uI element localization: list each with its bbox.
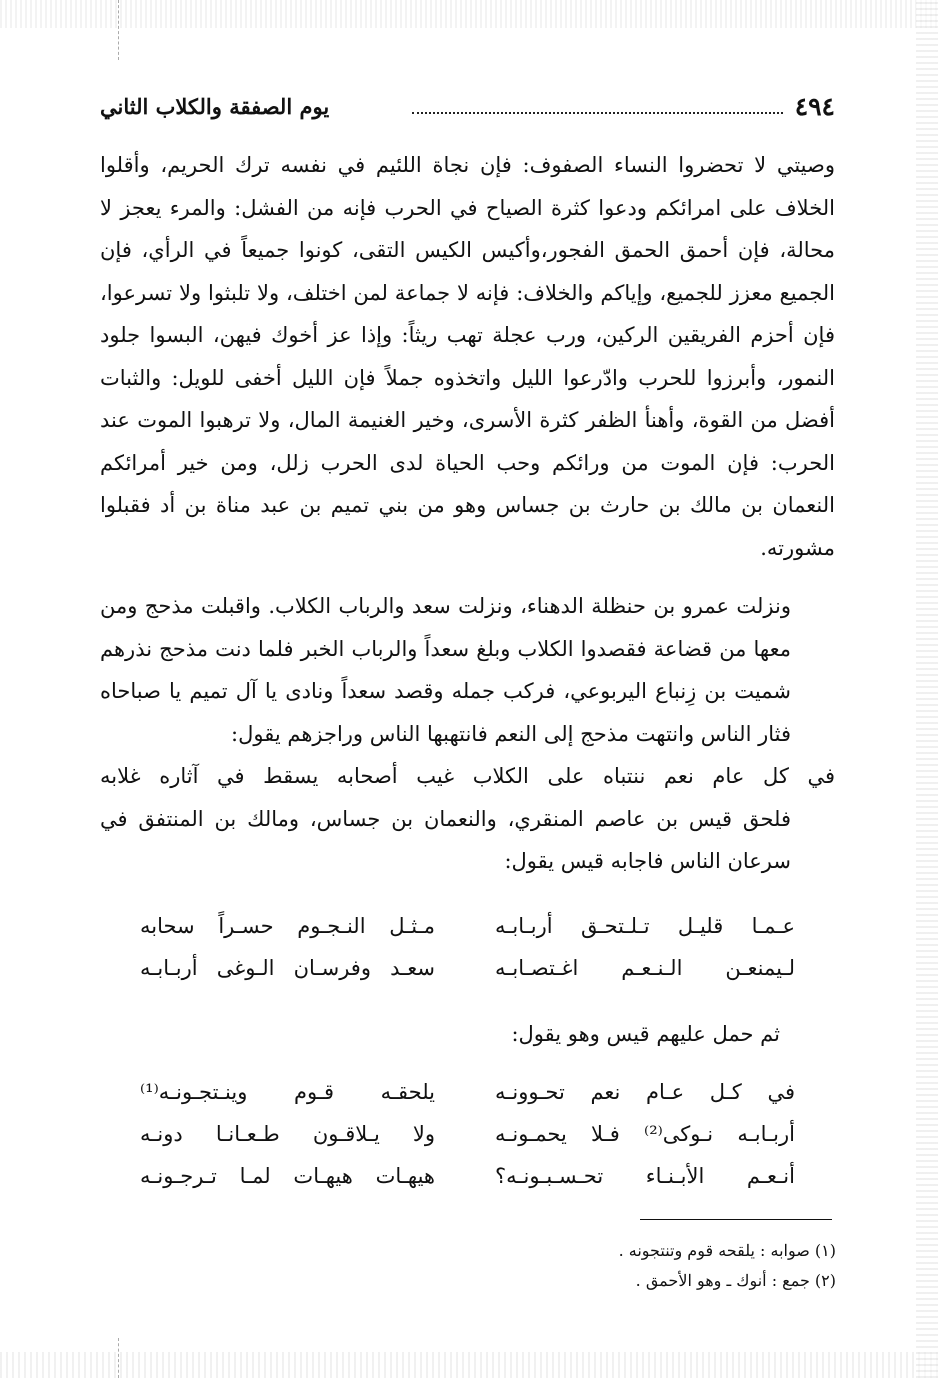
page-number: ٤٩٤ — [794, 92, 835, 121]
scan-edge-right — [916, 0, 938, 1378]
hemistich-right: أربـابـه نـوكى⁽²⁾ فـلا يحمـونـه — [495, 1122, 795, 1146]
hemistich-left: هيهـات هيهـات لمـا تـرجـونـه — [140, 1164, 435, 1188]
footnotes — [300, 1236, 836, 1296]
gutter-mark — [118, 0, 120, 60]
scan-edge-top — [0, 0, 938, 28]
poem-1-verse-2 — [140, 956, 795, 998]
gutter-mark-bottom — [118, 1338, 120, 1378]
poem-intro: ثم حمل عليهم قيس وهو يقول: — [511, 1022, 780, 1046]
hemistich-right: عـمـا قليـل تـلـتحـق أربـابـه — [495, 914, 795, 938]
footnote-2: (٢) جمع : أنوك ـ وهو الأحمق . — [635, 1271, 836, 1290]
main-text — [100, 144, 835, 883]
chapter-title: يوم الصفقة والكلاب الثاني — [100, 94, 330, 119]
hemistich-right: في كـل عـام نعم تحـوونـه — [495, 1080, 795, 1104]
poem-2-verse-2 — [140, 1122, 795, 1164]
hemistich-left: يلحقـه قـوم وينـتجـونـه⁽¹⁾ — [140, 1080, 435, 1104]
footnote-rule — [640, 1219, 832, 1220]
hemistich-right: أنـعـم الأبـنـاء تحـسـبـونـه؟ — [495, 1164, 795, 1188]
poem-1-verse-1 — [140, 914, 795, 956]
hemistich-left: مـثـل النـجـوم حسـراً سحابه — [140, 914, 435, 938]
hemistich-left: ولا يـلاقـون طـعـانـا دونـه — [140, 1122, 435, 1146]
scan-edge-bottom — [0, 1352, 938, 1378]
paragraph-2: ونزلت عمرو بن حنظلة الدهناء، ونزلت سعد والرباب الكلاب. واقبلت مذحج ومن معها من قضاعة فقصدوا الكلاب وبلغ سعداً والرباب الخبر فلما دنت مذحج نذرهم شميت بن زِنباع اليربوعي، فركب جمله وقصد سعداً ونادى يا آل تميم يا صباحاه فثار الناس وانتهت مذحج إلى النعم فانتهبها الناس وراجزهم يقول: — [100, 594, 791, 746]
footnote-1: (١) صوابه : يلقحه قوم وتنتجونه . — [618, 1241, 836, 1260]
header-dot-leader — [412, 112, 783, 114]
paragraph-3: فلحق قيس بن عاصم المنقري، والنعمان بن جساس، ومالك بن المنتفق في سرعان الناس فاجابه قيس يقول: — [100, 806, 791, 873]
running-header — [100, 92, 835, 128]
rajaz-verse: في كل عام نعم ننتباه على الكلاب غيب أصحابه يسقط في آثاره غلابه — [100, 764, 835, 788]
poem-2-verse-1 — [140, 1080, 795, 1122]
poem-2-verse-3 — [140, 1164, 795, 1206]
paragraph-1: وصيتي لا تحضروا النساء الصفوف: فإن نجاة اللئيم في نفسه ترك الحريم، وأقلوا الخلاف على امرائكم ودعوا كثرة الصياح في الحرب فإنه من الفشل: والمرء يعجز لا محالة، فإن أحمق الحمق الفجور،وأكيس الكيس التقى، كونوا جميعاً في الرأي، فإن الجميع معزز للجميع، وإياكم والخلاف: فإنه لا جماعة لمن اختلف، ولا تلبثوا ولا تسرعوا، فإن أحزم الفريقين الركين، ورب عجلة تهب ريثاً: وإذا عز أخوك فيهن، البسوا جلود النمور، وأبرزوا للحرب وادّرعوا الليل واتخذوه جملاً فإن الليل أخفى للويل: والثبات أفضل من القوة، وأهنأ الظفر كثرة الأسرى، وخير الغنيمة المال، ولا ترهبوا الموت عند الحرب: فإن الموت من ورائكم وحب الحياة لدى الحرب زلل، ومن خير أمرائكم النعمان بن مالك بن حارث بن جساس وهو من بني تميم بن عبد مناة بن أد فقبلوا مشورته. — [100, 153, 835, 560]
hemistich-right: لـيمنعـن الـنـعـم اغـتصـابـه — [495, 956, 795, 980]
poem-2 — [140, 1080, 795, 1206]
hemistich-left: سعـد وفرسـان الـوغى أربـابـه — [140, 956, 435, 980]
poem-1 — [140, 914, 795, 998]
